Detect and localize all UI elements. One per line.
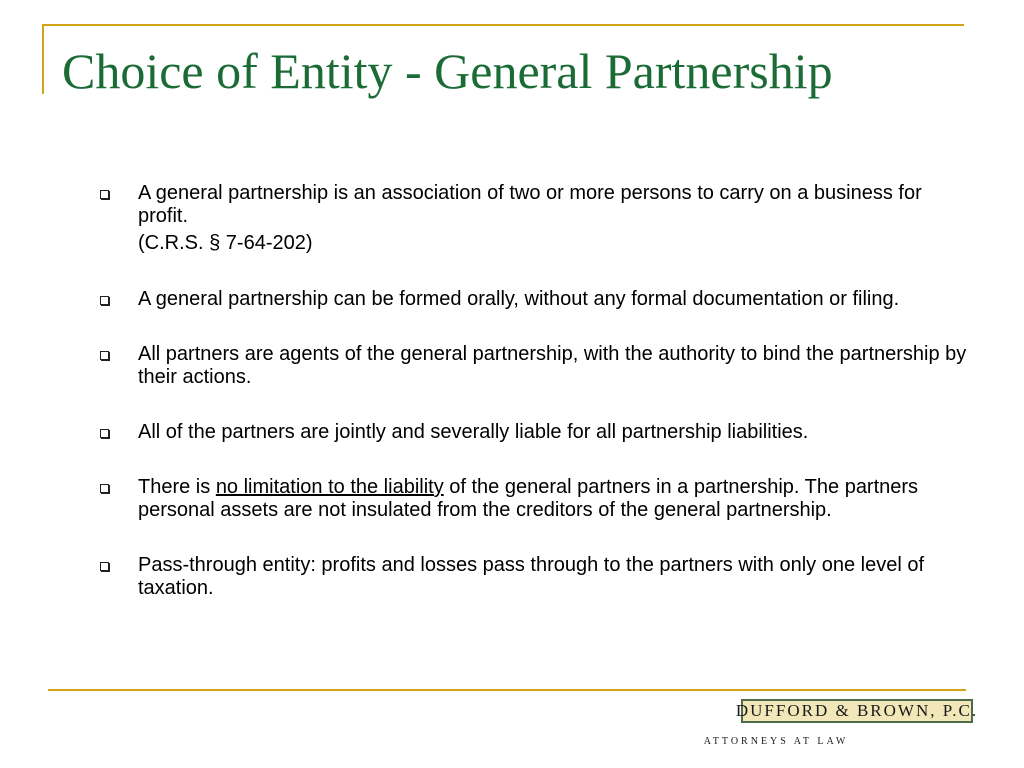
firm-tagline: ATTORNEYS AT LAW bbox=[703, 736, 849, 747]
bullet-text-after: of the general partners in a partnership. The partners personal assets are not insulated from the creditors of the general partnership. bbox=[138, 476, 919, 521]
square-bullet-icon bbox=[100, 190, 109, 199]
top-rule bbox=[42, 24, 964, 26]
bullet-list bbox=[100, 182, 970, 632]
bullet-item bbox=[100, 182, 970, 255]
bullet-item bbox=[100, 554, 970, 600]
left-rule bbox=[42, 24, 44, 94]
slide-title: Choice of Entity - General Partnership bbox=[62, 43, 833, 99]
square-bullet-icon bbox=[100, 484, 109, 493]
square-bullet-icon bbox=[100, 562, 109, 571]
bottom-rule bbox=[48, 689, 966, 691]
liability-emphasis: no limitation to the liability bbox=[215, 476, 444, 498]
bullet-text: All partners are agents of the general partnership, with the authority to bind the partnership by their actions. bbox=[138, 343, 967, 388]
bullet-text: A general partnership can be formed orally, without any formal documentation or filing. bbox=[138, 288, 900, 310]
bullet-text-before: There is bbox=[138, 476, 216, 498]
bullet-item bbox=[100, 288, 970, 311]
bullet-item bbox=[100, 421, 970, 444]
square-bullet-icon bbox=[100, 351, 109, 360]
bullet-item bbox=[100, 343, 970, 389]
bullet-text: All of the partners are jointly and severally liable for all partnership liabilities. bbox=[138, 421, 809, 443]
statute-citation: (C.R.S. § 7-64-202) bbox=[138, 232, 313, 254]
square-bullet-icon bbox=[100, 296, 109, 305]
bullet-text: Pass-through entity: profits and losses pass through to the partners with only one level of taxation. bbox=[138, 554, 924, 599]
bullet-text: A general partnership is an association of two or more persons to carry on a business for profit. bbox=[138, 182, 922, 227]
firm-logo-text: DUFFORD & BROWN, P.C. bbox=[735, 701, 979, 720]
bullet-item bbox=[100, 476, 970, 522]
square-bullet-icon bbox=[100, 429, 109, 438]
firm-logo bbox=[735, 699, 979, 723]
